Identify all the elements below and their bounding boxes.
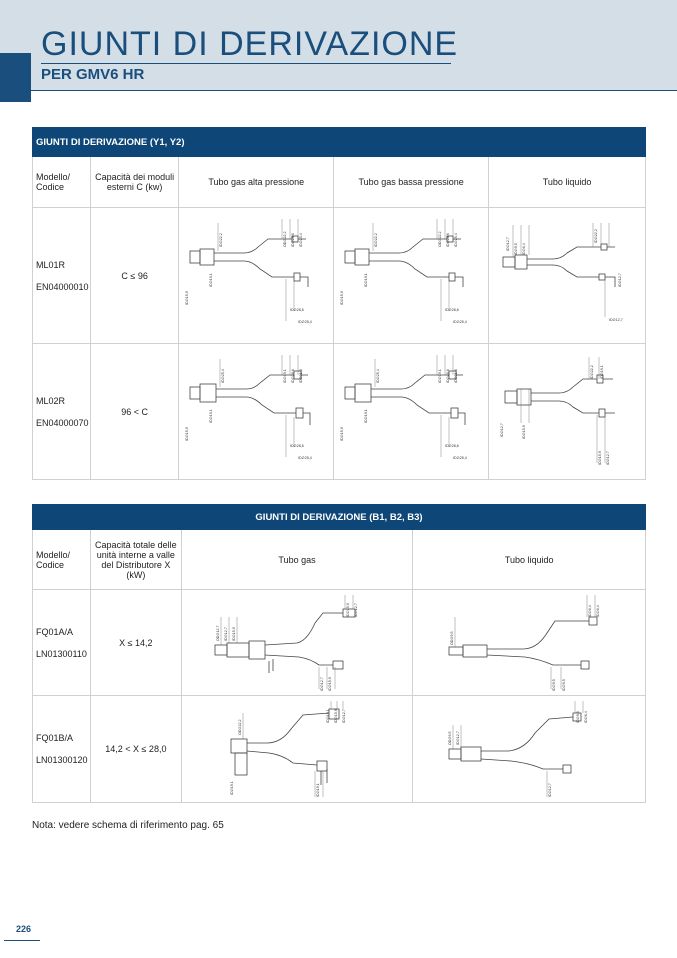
page-title: GIUNTI DI DERIVAZIONE	[41, 25, 459, 63]
dimension-label: ID∅19,1	[283, 368, 288, 383]
table1-col-capacity: Capacità dei moduli esterni C (kw)	[90, 157, 178, 208]
dimension-label: ID∅22,2	[590, 364, 595, 379]
dimension-label: ID∅31,8	[454, 368, 459, 383]
distributor-drawing	[207, 699, 387, 799]
dimension-label: ID∅19,1	[326, 709, 331, 723]
dimension-label: ID∅22,2	[594, 228, 599, 243]
dimension-label: ID∅28,6	[290, 443, 304, 448]
dimension-label: ID∅28,6	[446, 368, 451, 383]
dimension-label: ID∅9,5	[562, 678, 567, 691]
dimension-label: ID∅19,1	[316, 783, 321, 797]
dimension-label: ID∅12,7	[342, 709, 347, 723]
branch-joint-drawing	[182, 353, 330, 471]
dimension-label: ID∅15,9	[522, 424, 527, 439]
branch-joint-drawing	[493, 217, 641, 335]
y-liquid-drawing-2	[489, 344, 646, 480]
dimension-label: ID∅31,8	[299, 368, 304, 383]
table-row	[33, 344, 646, 480]
dimension-label: ID∅9,5	[514, 242, 519, 255]
dimension-label: ID∅12,7	[618, 272, 623, 287]
capacity-value: C ≤ 96	[90, 208, 178, 344]
dimension-label: ID∅12,7	[500, 422, 505, 437]
dimension-label: ID∅15,9	[346, 602, 351, 617]
table1-col-model: Modello/ Codice	[33, 157, 91, 208]
table2-band-title: GIUNTI DI DERIVAZIONE (B1, B2, B3)	[33, 505, 646, 530]
dimension-label: ID∅25,4	[298, 455, 312, 460]
page-number-rule	[4, 940, 40, 941]
table2-col-gas: Tubo gas	[181, 530, 413, 590]
branch-joints-y-table	[32, 127, 646, 480]
dimension-label: ID∅15,9	[232, 626, 237, 641]
page-number: 226	[16, 924, 32, 934]
dimension-label: OD∅22,2	[438, 230, 443, 247]
b-liquid-drawing-1	[413, 590, 646, 696]
dimension-label: OD∅22,2	[238, 719, 243, 735]
dimension-label: ID∅25,4	[221, 368, 226, 383]
dimension-label: ID∅12,7	[456, 731, 461, 745]
header-divider	[31, 90, 677, 91]
dimension-label: ID∅12,7	[354, 602, 359, 617]
dimension-label: ID∅28,6	[445, 307, 459, 312]
dimension-label: ID∅22,2	[219, 232, 224, 247]
branch-joint-drawing	[337, 217, 485, 335]
row-model-code	[33, 344, 91, 480]
dimension-label: ID∅19,1	[438, 368, 443, 383]
dimension-label: ID∅12,7	[320, 676, 325, 691]
b-liquid-drawing-2	[413, 696, 646, 803]
model-name: FQ01B/A	[36, 733, 74, 743]
reference-note: Nota: vedere schema di riferimento pag. 65	[32, 820, 224, 831]
dimension-label: ID∅15,9	[598, 450, 603, 465]
capacity-value: 14,2 < X ≤ 28,0	[90, 696, 181, 803]
dimension-label: ID∅9,5	[552, 678, 557, 691]
dimension-label: ID∅25,4	[453, 455, 467, 460]
dimension-label: ID∅19,1	[209, 408, 214, 423]
table2-col-model: Modello/ Codice	[33, 530, 91, 590]
table-row	[33, 208, 646, 344]
product-code: LN01300110	[36, 648, 87, 659]
title-underline	[41, 63, 451, 64]
dimension-label: ID∅28,6	[291, 232, 296, 247]
branch-joint-drawing	[493, 353, 641, 471]
distributor-drawing	[207, 593, 387, 693]
model-name: FQ01A/A	[36, 626, 74, 637]
dimension-label: ID∅19,1	[364, 272, 369, 287]
b-gas-drawing-1	[181, 590, 413, 696]
product-code: EN04000070	[36, 417, 89, 428]
dimension-label: ID∅15,9	[334, 709, 339, 723]
dimension-label: ID∅15,9	[185, 426, 190, 441]
dimension-label: OD∅22,2	[283, 230, 288, 247]
dimension-label: ID∅6,4	[588, 604, 593, 617]
dimension-label: ID∅6,4	[584, 711, 589, 723]
dimension-label: ID∅12,7	[609, 317, 623, 322]
dimension-label: ID∅6,4	[596, 604, 601, 617]
dimension-label: ID∅15,9	[340, 426, 345, 441]
dimension-label: ID∅28,6	[445, 443, 459, 448]
branch-joints-b-table	[32, 504, 646, 803]
dimension-label: ID∅28,6	[290, 307, 304, 312]
dimension-label: OD∅12,7	[216, 624, 221, 641]
dimension-label: ID∅25,4	[453, 319, 467, 324]
dimension-label: ID∅25,4	[454, 232, 459, 247]
dimension-label: ID∅28,6	[291, 368, 296, 383]
table2-col-liquid: Tubo liquido	[413, 530, 646, 590]
product-code: LN01300120	[36, 755, 88, 765]
table1-col-high-pressure: Tubo gas alta pressione	[179, 157, 334, 208]
row-model-code	[33, 696, 91, 803]
b-gas-drawing-2	[181, 696, 413, 803]
dimension-label: ID∅25,4	[376, 368, 381, 383]
dimension-label: ID∅12,7	[224, 626, 229, 641]
table1-col-low-pressure: Tubo gas bassa pressione	[334, 157, 489, 208]
capacity-value: X ≤ 14,2	[90, 590, 181, 696]
row-model-code	[33, 208, 91, 344]
capacity-value: 96 < C	[90, 344, 178, 480]
dimension-label: ID∅25,4	[298, 319, 312, 324]
product-code: EN04000010	[36, 281, 89, 292]
y-gas-high-drawing-1	[179, 208, 334, 344]
dimension-label: ID∅12,7	[548, 783, 553, 797]
dimension-label: ID∅19,1	[230, 781, 235, 795]
y-gas-low-drawing-1	[334, 208, 489, 344]
dimension-label: ID∅25,4	[299, 232, 304, 247]
dimension-label: OD∅9,5	[448, 731, 453, 745]
dimension-label: ID∅12,7	[606, 450, 611, 465]
branch-joint-drawing	[337, 353, 485, 471]
dimension-label: ID∅12,7	[506, 236, 511, 251]
model-name: ML01R	[36, 259, 66, 270]
table1-col-liquid: Tubo liquido	[489, 157, 646, 208]
header-accent	[0, 53, 31, 102]
distributor-drawing	[439, 699, 619, 799]
dimension-label: OD∅9,5	[450, 630, 455, 645]
page-subtitle: PER GMV6 HR	[41, 66, 145, 83]
y-liquid-drawing-1	[489, 208, 646, 344]
dimension-label: ID∅28,6	[446, 232, 451, 247]
y-gas-high-drawing-2	[179, 344, 334, 480]
model-name: ML02R	[36, 395, 66, 406]
row-model-code	[33, 590, 91, 696]
dimension-label: ID∅19,1	[209, 272, 214, 287]
table2-col-capacity: Capacità totale delle unità interne a valle del Distributore X (kW)	[90, 530, 181, 590]
dimension-label: ID∅6,4	[522, 242, 527, 255]
table1-band-title: GIUNTI DI DERIVAZIONE (Y1, Y2)	[33, 128, 646, 157]
dimension-label: ID∅9,5	[576, 711, 581, 723]
distributor-drawing	[439, 593, 619, 693]
dimension-label: ID∅19,1	[364, 408, 369, 423]
dimension-label: ID∅15,9	[185, 290, 190, 305]
branch-joint-drawing	[182, 217, 330, 335]
dimension-label: ID∅15,9	[340, 290, 345, 305]
y-gas-low-drawing-2	[334, 344, 489, 480]
dimension-label: ID∅22,2	[374, 232, 379, 247]
table-row	[33, 590, 646, 696]
dimension-label: ID∅15,9	[328, 676, 333, 691]
dimension-label: ID∅19,1	[600, 364, 605, 379]
table-row	[33, 696, 646, 803]
